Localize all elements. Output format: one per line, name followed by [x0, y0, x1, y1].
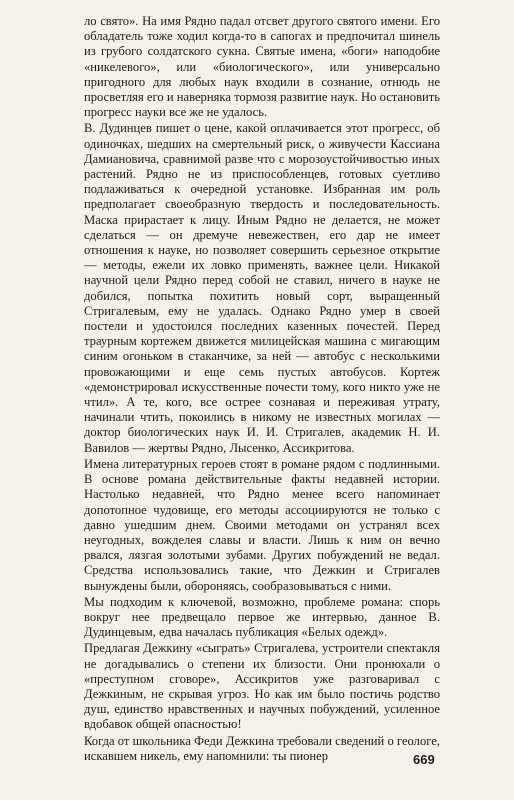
- paragraph: Предлагая Дежкину «сыграть» Стригалева, устроители спектакля не догадывались о степени их близости. Они пронюхали о «преступном сговоре», Ассикритов уже разговаривал с Дежкиным, не скрывая угроз. Но как им было постичь родство душ, единство нравственных и научных побуждений, усиленное вдобавок общей опасностью!: [84, 641, 440, 732]
- paragraph: Мы подходим к ключевой, возможно, проблеме романа: спорь вокруг нее предвещало первое же интервью, данное В. Дудинцевым, едва началась публикация «Белых одежд».: [84, 594, 440, 640]
- paragraph: ло свято». На имя Рядно падал отсвет другого святого имени. Его обладатель тоже ходил когда-то в сапогах и предпочитал шинель из грубого солдатского сукна. Святые имена, «боги» наподобие «никелевого», или «биологического», или универсально пригодного для любых наук входили в сознание, отнюдь не просветляя его и наверняка тормозя развитие наук. Но остановить прогресс науки все же не удалось.: [84, 14, 440, 120]
- paragraph: Когда от школьника Феди Дежкина требовали сведений о геологе, искавшем никель, ему напомнили: ты пионер: [84, 733, 440, 763]
- paragraph: В. Дудинцев пишет о цене, какой оплачивается этот прогресс, об одиночках, шедших на смертельный риск, о живучести Кассиана Дамиановича, сравнимой разве что с морозоустойчивостью иных растений. Рядно не из приспособленцев, готовых суетливо подлаживаться к очередной установке. Избранная им роль предполагает своеобразную твердость и последовательность. Маска прирастает к лицу. Иным Рядно не делается, не может сделаться — он дремуче невежествен, его дар не имеет отношения к науке, но позволяет совершить серьезное открытие — методы, ежели их ловко применять, важнее цели. Никакой научной цели Рядно перед собой не ставил, ничего в науке не добился, попытка похитить новый сорт, выращенный Стригалевым, ему не удалась. Однако Рядно умер в своей постели и удостоился последних казенных почестей. Перед траурным кортежем движется милицейская машина с мигающим синим огоньком в стаканчике, за ней — автобус с несколькими провожающими и еще семь пустых автобусов. Кортеж «демонстрировал искусственные почести тому, кого никто уже не чтил». А те, кого, все острее сознавая и переживая утрату, начинали чтить, покоились в никому не известных могилах — доктор биологических наук И. И. Стригалев, академик Н. И. Вавилов — жертвы Рядно, Лысенко, Ассикритова.: [84, 121, 440, 455]
- body-text: [84, 14, 440, 764]
- page-number: 669: [413, 752, 435, 767]
- paragraph: Имена литературных героев стоят в романе рядом с подлинными. В основе романа действительные факты недавней истории. Настолько недавней, что Рядно менее всего напоминает допотопное чудовище, его методы ассоциируются не только с давно ушедшим днем. Своими методами он устранял всех неугодных, вожделея славы и власти. Лишь к ним он вечно рвался, лязгая золотыми зубами. Других побуждений не ведал. Средства использовались такие, что Дежкин и Стригалев вынуждены были, обороняясь, сообразовываться с ними.: [84, 456, 440, 593]
